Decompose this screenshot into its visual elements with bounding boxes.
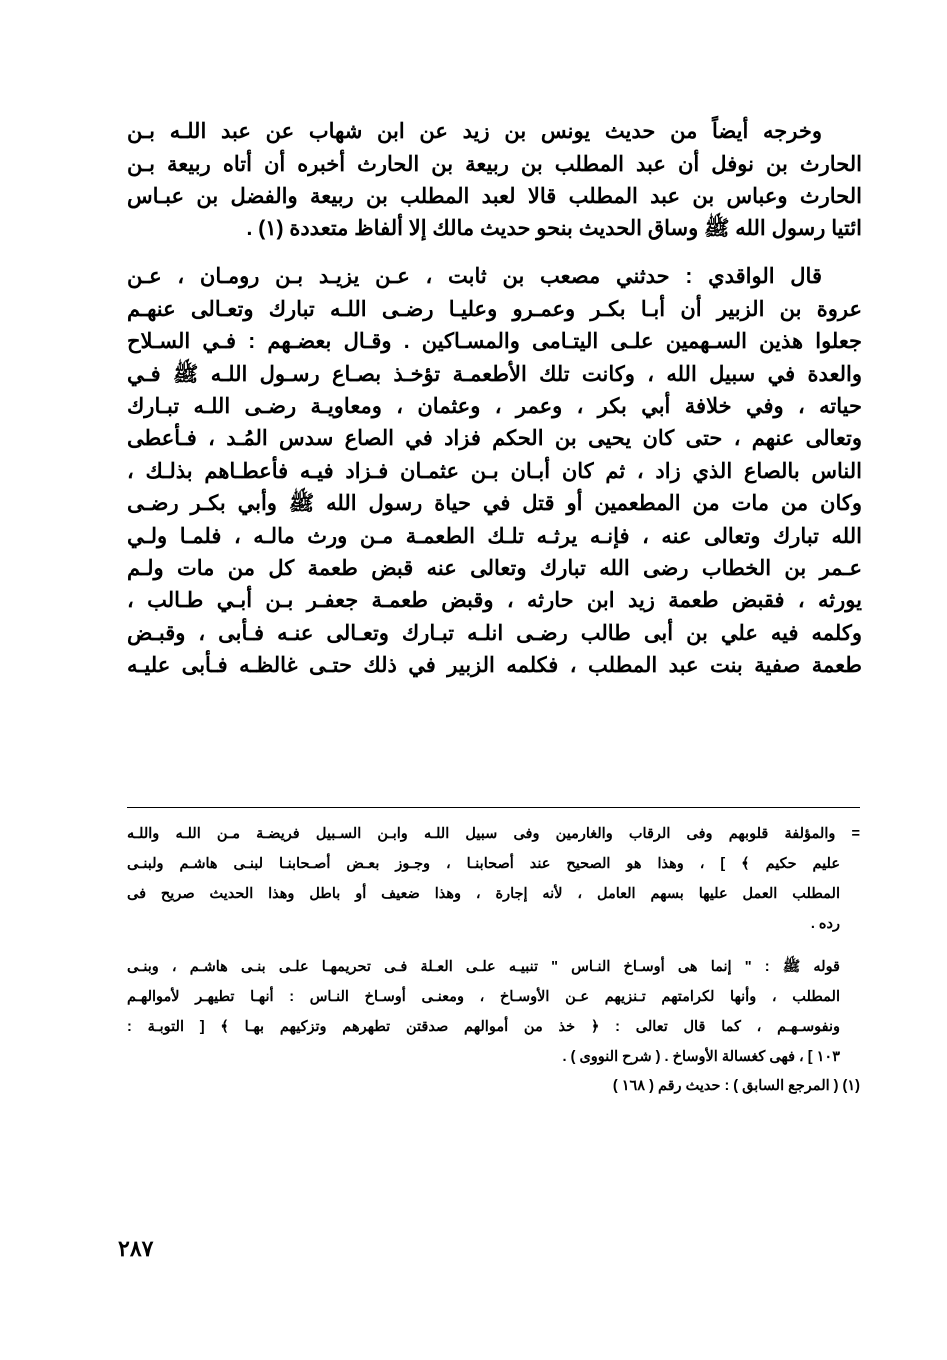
text-line: يورثه ، فقبض طعمة زيد ابن حارثه ، وقبض طعمـة جعفـر بـن أبـي طـالب ، bbox=[127, 589, 862, 612]
footnote-reference: (١) ( المرجع السابق ) : حديث رقم ( ١٦٨ ) bbox=[612, 1078, 860, 1094]
footnote-line: ونفوسـهـم ، كما قال تعالى : ﴿ خذ من أموالهم صدقتن تطهرهم وتزكيهم بهـا ﴾ [ التوبـة : bbox=[127, 1019, 840, 1035]
text-line: الناس بالصاع الذي زاد ، ثم كان أبـان بـن عثمـان فـزاد فيـه فأعطـاهم بذلـك ، bbox=[127, 460, 862, 483]
footnote-line: المطلب ، وأنها لكرامتهم تـنزيهم عـن الأوسـاخ ، ومعنـى أوسـاخ النـاس : أنهـا تطيهـر لأموالهـم bbox=[127, 989, 840, 1005]
footnote-line: عليم حكيم ﴾ ] ، وهذا هو الصحيح عند أصحابنـا ، وجـوز بعـض أصـحابنـا لبنـى هاشـم ولبنـى bbox=[127, 856, 840, 872]
text-line: الحارث بن نوفل أن عبد المطلب بن ربيعة بن الحارث أخبره أن أتاه ربيعة بـن bbox=[127, 153, 862, 176]
footnote-line: ١٠٣ ] ، فهى كغسالة الأوساخ . ( شرح النووى ) . bbox=[562, 1049, 840, 1065]
footnote-divider bbox=[127, 807, 860, 808]
text-line: طعمة صفية بنت عبد المطلب ، فكلمه الزبير في ذلك حتـى غالظـه فـأبى عليـه bbox=[127, 654, 862, 677]
footnote-line: المطلب العمل عليها بسهم العامل ، لأنه إجارة ، وهذا ضعيف أو باطل وهذا الحديث صريح فى bbox=[127, 886, 840, 902]
text-line: الحارث وعباس بن عبد المطلب قالا لعبد المطلب بن ربيعة والفضل بن عبـاس bbox=[127, 185, 862, 208]
text-line: جعلوا هذين السـهمين علـى اليتـامى والمسـاكين . وقـال بعضـهم : فـي السـلاح bbox=[127, 330, 862, 353]
text-line: حياته ، وفي خلافة أبي بكر ، وعمر ، وعثمان ، ومعاويـة رضـى اللـه تبـارك bbox=[127, 395, 862, 418]
text-line: عروة بن الزبير أن أبـا بكـر وعمـرو وعليـا رضـى اللـه تبارك وتعـالى عنهـم bbox=[127, 298, 862, 321]
text-line: عـمر بن الخطاب رضى الله تبارك وتعالى عنه قبض طعمة كل من مات ولـم bbox=[127, 557, 862, 580]
footnote-line: = والمؤلفة قلوبهم وفى الرقاب والغارمين وفى سبيل اللـه وابـن السـبيل فريضـة مـن اللـه واللـه bbox=[127, 826, 860, 842]
page-number: ٢٨٧ bbox=[118, 1236, 154, 1261]
text-line: وكلمه فيه علي بن أبى طالب رضـى انلـه تبـارك وتعـالى عنـه فـأبى ، وقبـض bbox=[127, 622, 862, 645]
text-line: قال الواقدي : حدثني مصعب بن ثابت ، عـن يزيـد بـن رومـان ، عـن bbox=[127, 265, 822, 288]
text-line: والعدة في سبيل الله ، وكانت تلك الأطعمـة تؤخـذ بصـاع رسـول اللـه ﷺ فـي bbox=[127, 363, 862, 386]
text-line: وتعالى عنهم ، حتى كان يحيى بن الحكم فزاد في الصاع سدس المُـد ، فـأعطى bbox=[127, 427, 862, 450]
text-line: وخرجه أيضاً من حديث يونس بن زيد عن ابن شهاب عن عبد اللـه بـن bbox=[127, 120, 822, 143]
footnote-line: قوله ﷺ : " إنما هى أوسـاخ النـاس " تنبيـه علـى العـلة فـى تحريمهـا علـى بنـى هاشـم ، وبنـى bbox=[127, 959, 840, 975]
text-line: الله تبارك وتعالى عنه ، فإنـه يرثـه تلـك الطعمـة مـن ورث مالـه ، فلمـا ولـي bbox=[127, 525, 862, 548]
footnote-line: رده . bbox=[810, 916, 840, 932]
text-line: وكان من مات من المطعمين أو قتل في حياة رسول الله ﷺ وأبي بكـر رضـى bbox=[127, 492, 862, 515]
text-line: ائتيا رسول الله ﷺ وساق الحديث بنحو حديث مالك إلا ألفاظ متعددة (١) . bbox=[246, 217, 862, 240]
